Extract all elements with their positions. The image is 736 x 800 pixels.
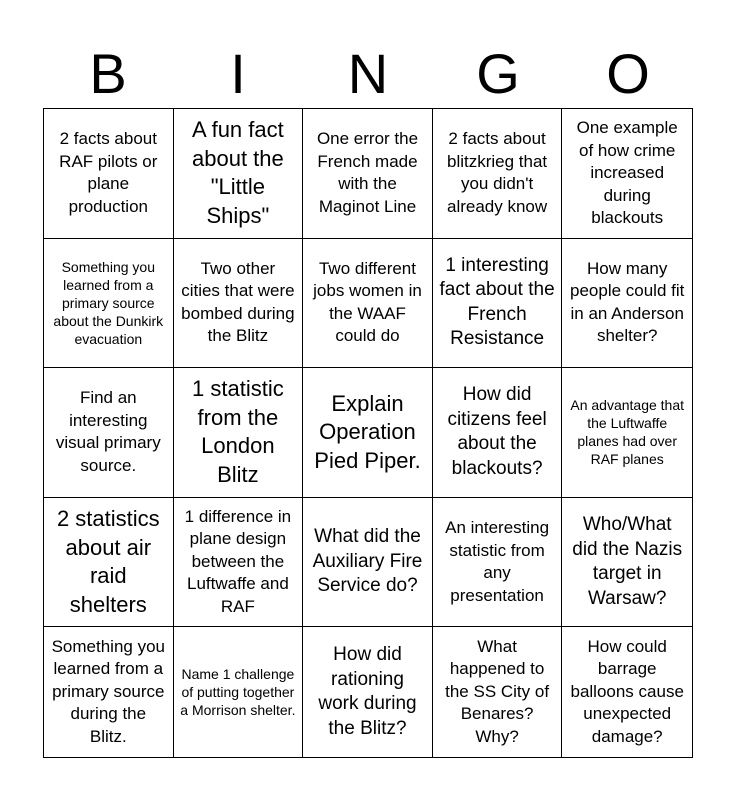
cell-text: 1 statistic from the London Blitz bbox=[192, 376, 284, 487]
bingo-grid bbox=[43, 108, 693, 758]
bingo-cell[interactable] bbox=[562, 109, 692, 239]
bingo-cell[interactable] bbox=[303, 239, 433, 369]
bingo-cell[interactable] bbox=[303, 109, 433, 239]
bingo-cell[interactable] bbox=[174, 368, 304, 498]
cell-text: An interesting statistic from any presentation bbox=[445, 518, 550, 605]
cell-text: How did citizens feel about the blackouts? bbox=[447, 384, 547, 479]
cell-text: How did rationing work during the Blitz? bbox=[318, 644, 417, 739]
bingo-cell[interactable] bbox=[433, 498, 563, 628]
cell-text: 2 statistics about air raid shelters bbox=[56, 506, 160, 617]
header-letter-b: B bbox=[89, 42, 127, 105]
bingo-cell[interactable] bbox=[562, 627, 692, 757]
bingo-cell[interactable] bbox=[303, 368, 433, 498]
bingo-cell[interactable] bbox=[44, 239, 174, 369]
bingo-cell[interactable] bbox=[44, 368, 174, 498]
cell-text: What did the Auxiliary Fire Service do? bbox=[312, 526, 423, 597]
bingo-cell[interactable] bbox=[433, 109, 563, 239]
cell-text: How many people could fit in an Anderson shelter? bbox=[570, 258, 685, 346]
cell-text: What happened to the SS City of Benares? Why? bbox=[445, 636, 550, 746]
cell-text: How could barrage balloons cause unexpected damage? bbox=[570, 636, 684, 746]
header-letter-n: N bbox=[347, 42, 389, 105]
header-letter-i: I bbox=[230, 42, 246, 105]
cell-text: A fun fact about the "Little Ships" bbox=[192, 117, 284, 228]
cell-text: Something you learned from a primary source about the Dunkirk evacuation bbox=[53, 258, 164, 347]
cell-text: Two different jobs women in the WAAF could do bbox=[313, 258, 422, 346]
cell-text: Two other cities that were bombed during the Blitz bbox=[181, 258, 295, 346]
cell-text: Find an interesting visual primary source. bbox=[55, 388, 161, 475]
bingo-cell[interactable] bbox=[562, 368, 692, 498]
bingo-cell[interactable] bbox=[433, 239, 563, 369]
bingo-cell[interactable] bbox=[562, 239, 692, 369]
bingo-cell[interactable] bbox=[44, 498, 174, 628]
cell-text: One example of how crime increased during blackouts bbox=[576, 118, 678, 228]
bingo-cell[interactable] bbox=[433, 627, 563, 757]
bingo-cell[interactable] bbox=[174, 627, 304, 757]
cell-text: An advantage that the Luftwaffe planes had over RAF planes bbox=[570, 397, 685, 468]
cell-text: 2 facts about RAF pilots or plane production bbox=[59, 129, 158, 216]
bingo-cell[interactable] bbox=[174, 498, 304, 628]
bingo-cell[interactable] bbox=[44, 109, 174, 239]
cell-text: Explain Operation Pied Piper. bbox=[314, 390, 421, 473]
cell-text: 1 difference in plane design between the Luftwaffe and RAF bbox=[184, 506, 292, 616]
bingo-cell[interactable] bbox=[174, 109, 304, 239]
bingo-cell[interactable] bbox=[562, 498, 692, 628]
bingo-cell[interactable] bbox=[303, 498, 433, 628]
cell-text: Something you learned from a primary source during the Blitz. bbox=[51, 636, 165, 746]
header-letter-g: G bbox=[476, 42, 520, 105]
bingo-cell[interactable] bbox=[174, 239, 304, 369]
cell-text: Name 1 challenge of putting together a Morrison shelter. bbox=[180, 666, 296, 719]
bingo-header bbox=[43, 40, 693, 108]
cell-text: 2 facts about blitzkrieg that you didn't already know bbox=[447, 129, 548, 216]
bingo-cell[interactable] bbox=[44, 627, 174, 757]
cell-text: One error the French made with the Maginot Line bbox=[316, 129, 419, 216]
bingo-cell[interactable] bbox=[433, 368, 563, 498]
cell-text: 1 interesting fact about the French Resistance bbox=[439, 254, 555, 350]
cell-text: Who/What did the Nazis target in Warsaw? bbox=[572, 514, 683, 609]
header-letter-o: O bbox=[606, 42, 650, 105]
bingo-cell[interactable] bbox=[303, 627, 433, 757]
